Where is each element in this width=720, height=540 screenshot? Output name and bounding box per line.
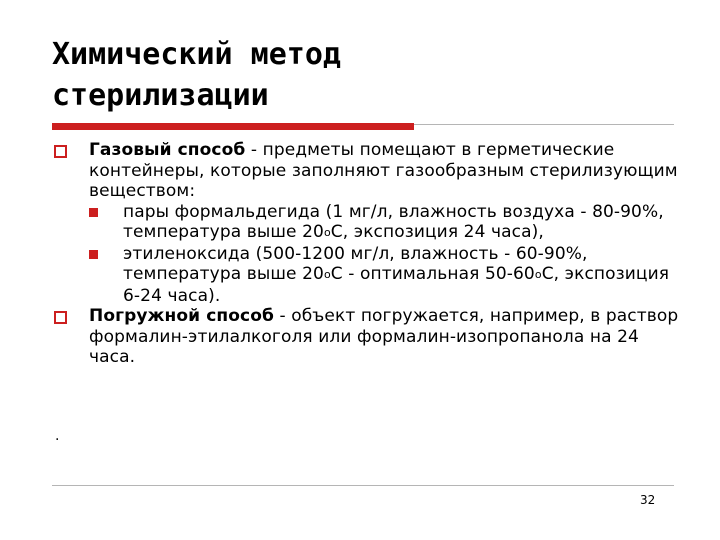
stray-dot: . — [55, 428, 60, 444]
subbullet-formaldehyde — [89, 202, 682, 244]
bullet-immersion-text: - объект погружается, например, в раствор формалин-этилалкоголя или формалин-изопропанола на 24 часа. — [89, 306, 679, 367]
bullet-gas-term: Газовый способ — [89, 140, 246, 160]
hollow-square-bullet-icon — [54, 145, 67, 158]
gas-sublist — [89, 202, 682, 307]
degree-mark: о — [534, 268, 542, 281]
filled-square-bullet-icon — [89, 250, 98, 259]
bullet-immersion-method — [52, 306, 682, 368]
hollow-square-bullet-icon — [54, 311, 67, 324]
filled-square-bullet-icon — [89, 208, 98, 217]
bullet-gas-text: - предметы помещают в герметические контейнеры, которые заполняют газообразным стерилизующим веществом: — [89, 140, 678, 201]
slide-title-line-1: Химический метод — [52, 37, 341, 72]
slide-content — [52, 140, 682, 368]
title-accent-bar — [52, 123, 414, 130]
bullet-immersion-term: Погружной способ — [89, 306, 274, 326]
page-number: 32 — [640, 493, 656, 507]
degree-mark: о — [323, 268, 331, 281]
formaldehyde-text-b: С, экспозиция 24 часа), — [330, 222, 544, 242]
formaldehyde-text-a: пары формальдегида (1 мг/л, влажность воздуха - 80-90%, температура выше 20 — [123, 201, 664, 242]
ethylene-text-a: этиленоксида (500-1200 мг/л, влажность - 60-90%, температура выше 20 — [123, 243, 588, 284]
degree-mark: о — [323, 226, 331, 239]
ethylene-text-c: С, экспозиция 6-24 часа). — [123, 264, 670, 306]
footer-divider — [52, 485, 674, 486]
slide-title — [52, 34, 672, 116]
slide-title-line-2: стерилизации — [52, 78, 269, 113]
subbullet-ethylene-oxide — [89, 244, 682, 307]
ethylene-text-b: С - оптимальная 50-60 — [330, 264, 535, 284]
bullet-gas-method — [52, 140, 682, 306]
